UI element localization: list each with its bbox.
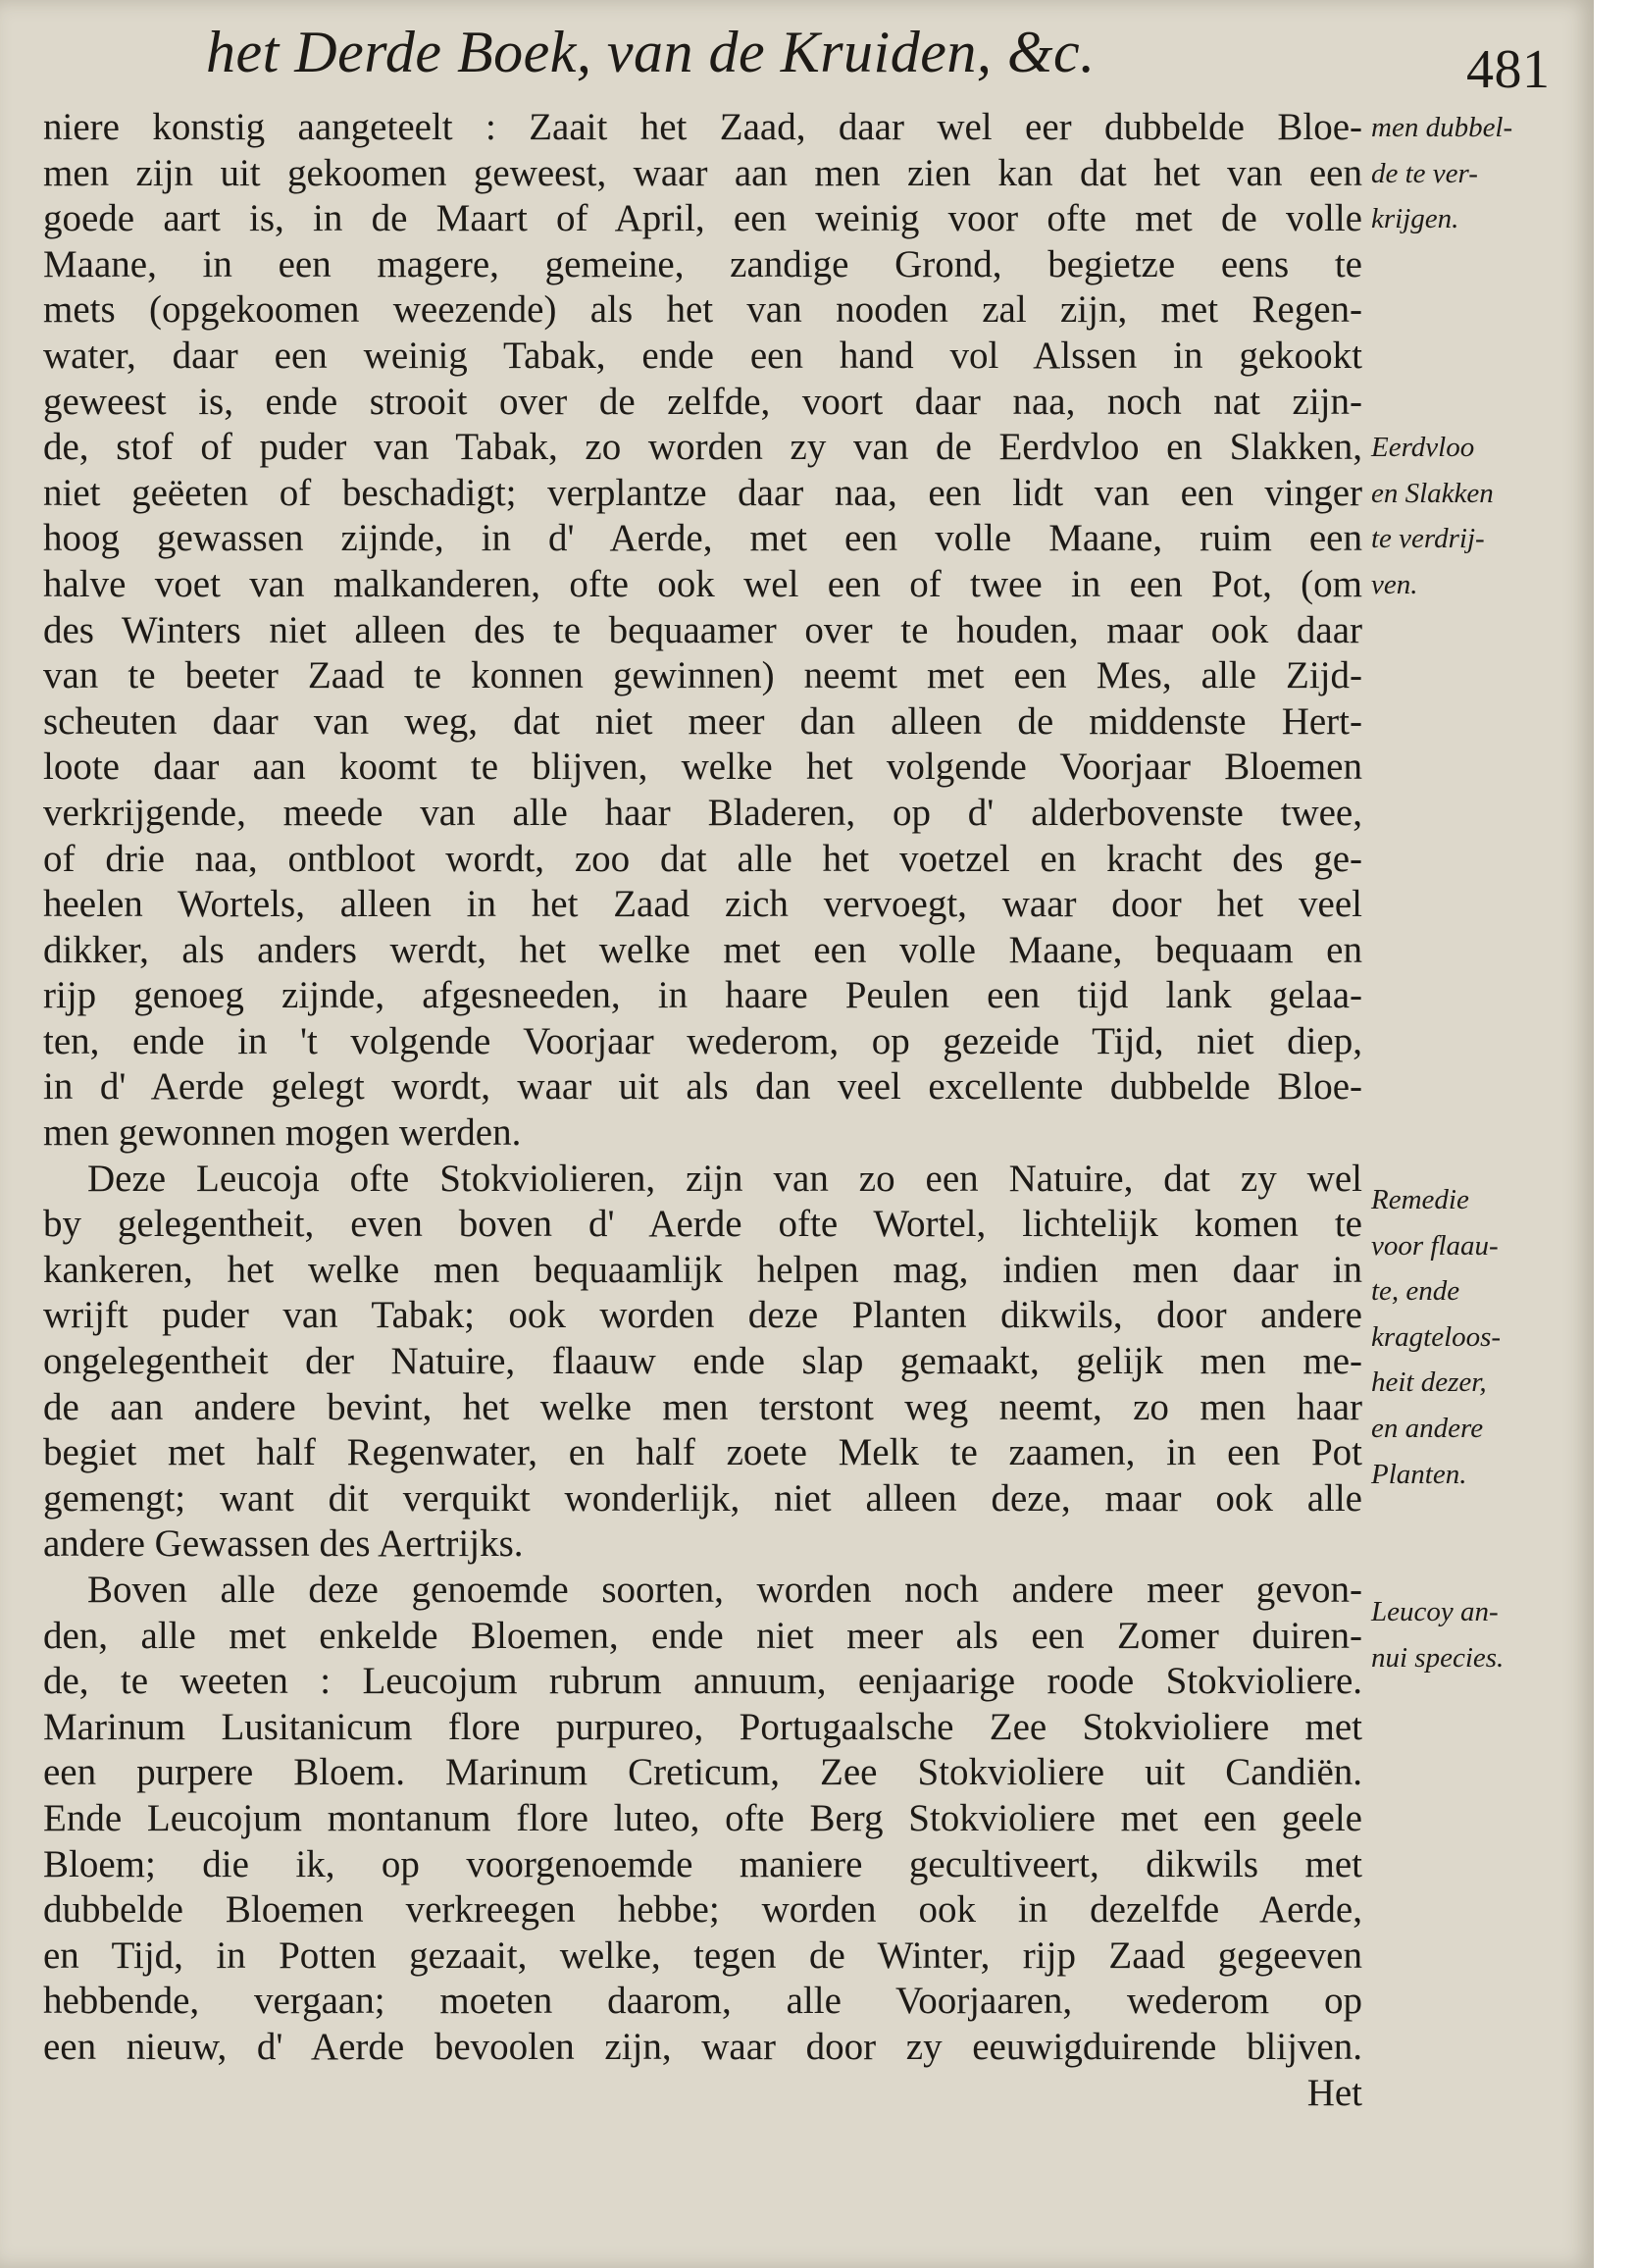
text-line: kankeren, het welke men bequaamlijk helpen mag, indien men daar in <box>43 1248 1362 1291</box>
margin-note-line: te, ende <box>1371 1275 1460 1308</box>
text-line: de aan andere bevint, het welke men terstont weg neemt, zo men haar <box>43 1385 1362 1428</box>
text-line: Ende Leucojum montanum flore luteo, ofte Berg Stokvioliere met een geele <box>43 1796 1362 1839</box>
text-line: loote daar aan koomt te blijven, welke het volgende Voorjaar Bloemen <box>43 746 1362 789</box>
text-line: rijp genoeg zijnde, afgesneeden, in haare Peulen een tijd lank gelaa- <box>43 974 1362 1017</box>
text-line: hoog gewassen zijnde, in d' Aerde, met een volle Maane, ruim een <box>43 517 1362 560</box>
text-line: scheuten daar van weg, dat niet meer dan alleen de middenste Hert- <box>43 699 1362 743</box>
margin-note-line: ven. <box>1371 568 1418 600</box>
text-line: wrijft puder van Tabak; ook worden deze Planten dikwils, door andere <box>43 1294 1362 1337</box>
text-line: Marinum Lusitanicum flore purpureo, Portugaalsche Zee Stokvioliere met <box>43 1705 1362 1748</box>
margin-note-double-flowers <box>1371 105 1557 242</box>
text-line: Het <box>1306 2071 1362 2114</box>
text-line: een nieuw, d' Aerde bevoolen zijn, waar door zy eeuwigduirende blijven. <box>43 2025 1362 2068</box>
text-line: hebbende, vergaan; moeten daarom, alle Voorjaaren, wederom op <box>43 1980 1362 2023</box>
text-line: mets (opgekoomen weezende) als het van nooden zal zijn, met Regen- <box>43 288 1362 332</box>
text-line: de, te weeten : Leucojum rubrum annuum, eenjaarige roode Stokvioliere. <box>43 1660 1362 1703</box>
text-line: den, alle met enkelde Bloemen, ende niet meer als een Zomer duiren- <box>43 1614 1362 1657</box>
text-line: ten, ende in 't volgende Voorjaar wederom, op gezeide Tijd, niet diep, <box>43 1019 1362 1062</box>
text-line: en Tijd, in Potten gezaait, welke, tegen de Winter, rijp Zaad gegeeven <box>43 1933 1362 1977</box>
text-line: begiet met half Regenwater, en half zoete Melk te zaamen, in een Pot <box>43 1431 1362 1474</box>
body-text <box>43 105 1362 2116</box>
margin-note-line: Leucoy an- <box>1371 1596 1499 1627</box>
text-line: Maane, in een magere, gemeine, zandige Grond, begietze eens te <box>43 242 1362 285</box>
margin-note-line: te verdrij- <box>1371 523 1485 555</box>
margin-note-annual-species <box>1371 1589 1557 1680</box>
margin-note-line: Eerdvloo <box>1371 432 1475 463</box>
text-line: of drie naa, ontbloot wordt, zoo dat alle het voetzel en kracht des ge- <box>43 837 1362 880</box>
margin-note-line: kragteloos- <box>1371 1320 1502 1353</box>
margin-note-line: en Slakken <box>1371 477 1494 509</box>
text-line: van te beeter Zaad te konnen gewinnen) neemt met een Mes, alle Zijd- <box>43 654 1362 697</box>
margin-note-line: men dubbel- <box>1371 112 1513 143</box>
margin-note-line: krijgen. <box>1371 203 1459 235</box>
text-line: by gelegentheit, even boven d' Aerde ofte Wortel, lichtelijk komen te <box>43 1203 1362 1246</box>
margin-note-line: Remedie <box>1371 1184 1469 1215</box>
running-header <box>206 18 1551 100</box>
text-line: dikker, als anders werdt, het welke met een volle Maane, bequaam en <box>43 928 1362 971</box>
running-title: het Derde Boek, van de Kruiden, &c. <box>206 20 1096 84</box>
text-line: heelen Wortels, alleen in het Zaad zich vervoegt, waar door het veel <box>43 883 1362 926</box>
text-line: Boven alle deze genoemde soorten, worden noch andere meer gevon- <box>87 1569 1362 1611</box>
text-line: andere Gewassen des Aertrijks. <box>43 1522 524 1566</box>
text-line: men zijn uit gekoomen geweest, waar aan men zien kan dat het van een <box>43 151 1362 194</box>
text-line: men gewonnen mogen werden. <box>43 1111 522 1155</box>
page-number: 481 <box>1466 39 1551 100</box>
margin-note-remedy <box>1371 1177 1557 1497</box>
text-line: in d' Aerde gelegt wordt, waar uit als dan veel excellente dubbelde Bloe- <box>43 1065 1362 1108</box>
text-line: geweest is, ende strooit over de zelfde, voort daar naa, noch nat zijn- <box>43 380 1362 423</box>
text-line: Bloem; die ik, op voorgenoemde maniere gecultiveert, dikwils met <box>43 1842 1362 1885</box>
margin-note-line: de te ver- <box>1371 157 1478 189</box>
margin-note-line: en andere <box>1371 1412 1484 1444</box>
margin-note-line: voor flaau- <box>1371 1229 1499 1262</box>
text-line: verkrijgende, meede van alle haar Bladeren, op d' alderbovenste twee, <box>43 791 1362 834</box>
text-line: dubbelde Bloemen verkreegen hebbe; worden ook in dezelfde Aerde, <box>43 1888 1362 1932</box>
text-line: goede aart is, in de Maart of April, een weinig voor ofte met de volle <box>43 197 1362 240</box>
margin-note-line: Planten. <box>1371 1458 1467 1490</box>
text-line: Deze Leucoja ofte Stokviolieren, zijn van zo een Natuire, dat zy wel <box>87 1157 1362 1200</box>
text-line: ongelegentheit der Natuire, flaauw ende slap gemaakt, gelijk men me- <box>43 1340 1362 1383</box>
margin-note-flea-beetles <box>1371 425 1557 607</box>
text-line: des Winters niet alleen des te bequaamer over te houden, maar ook daar <box>43 608 1362 651</box>
text-line: een purpere Bloem. Marinum Creticum, Zee Stokvioliere uit Candiën. <box>43 1751 1362 1794</box>
text-line: de, stof of puder van Tabak, zo worden zy van de Eerdvloo en Slakken, <box>43 426 1362 469</box>
text-line: niere konstig aangeteelt : Zaait het Zaad, daar wel eer dubbelde Bloe- <box>43 106 1362 148</box>
text-line: niet geëeten of beschadigt; verplantze daar naa, een lidt van een vinger <box>43 471 1362 514</box>
text-line: water, daar een weinig Tabak, ende een hand vol Alssen in gekookt <box>43 334 1362 377</box>
text-line: gemengt; want dit verquikt wonderlijk, niet alleen deze, maar ook alle <box>43 1476 1362 1520</box>
margin-note-line: heit dezer, <box>1371 1366 1487 1399</box>
text-line: halve voet van malkanderen, ofte ook wel een of twee in een Pot, (om <box>43 562 1362 605</box>
margin-note-line: nui species. <box>1371 1641 1505 1674</box>
